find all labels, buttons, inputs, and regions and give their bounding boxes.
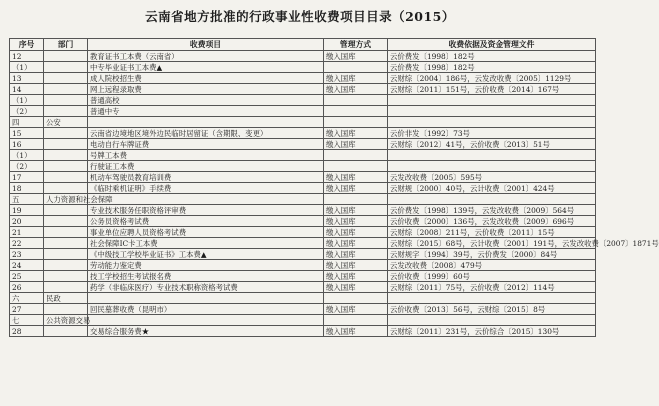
row-no: 六 — [10, 293, 44, 304]
row-dept — [44, 205, 88, 216]
row-way: 缴入国库 — [324, 282, 388, 293]
table-row — [10, 227, 596, 238]
row-basis — [388, 194, 596, 205]
row-dept — [44, 62, 88, 73]
row-no: （1） — [10, 150, 44, 161]
row-no: 16 — [10, 139, 44, 150]
row-way: 缴入国库 — [324, 304, 388, 315]
row-way — [324, 95, 388, 106]
row-dept — [44, 326, 88, 337]
row-dept — [44, 271, 88, 282]
section-row — [10, 315, 596, 326]
row-dept — [44, 260, 88, 271]
table-row — [10, 161, 596, 172]
table-row — [10, 183, 596, 194]
row-dept — [44, 139, 88, 150]
table-row — [10, 216, 596, 227]
row-dept — [44, 249, 88, 260]
row-basis: 云价收费〔2013〕56号，云财综〔2015〕8号 — [388, 304, 596, 315]
row-basis: 云价费发〔1998〕139号，云发改收费〔2009〕564号 — [388, 205, 596, 216]
row-basis: 云财规〔2000〕40号，云计收费〔2001〕424号 — [388, 183, 596, 194]
row-basis — [388, 150, 596, 161]
table-row — [10, 238, 596, 249]
row-dept — [44, 183, 88, 194]
table-row — [10, 271, 596, 282]
table-row — [10, 260, 596, 271]
row-basis: 云财规字〔1994〕39号，云价费发〔2000〕84号 — [388, 249, 596, 260]
row-dept — [44, 238, 88, 249]
table-row — [10, 84, 596, 95]
row-no: 四 — [10, 117, 44, 128]
row-no: 25 — [10, 271, 44, 282]
row-no: 14 — [10, 84, 44, 95]
row-basis — [388, 315, 596, 326]
row-way: 缴入国库 — [324, 271, 388, 282]
row-dept — [44, 73, 88, 84]
row-basis: 云价收费〔1999〕60号 — [388, 271, 596, 282]
row-basis: 云财综〔2004〕186号，云发改收费〔2005〕1129号 — [388, 73, 596, 84]
row-way — [324, 293, 388, 304]
header-way: 管理方式 — [324, 39, 388, 51]
row-way: 缴入国库 — [324, 84, 388, 95]
row-no: （1） — [10, 62, 44, 73]
row-basis: 云财综〔2011〕231号，云价综合〔2015〕130号 — [388, 326, 596, 337]
row-dept — [44, 84, 88, 95]
table-row — [10, 205, 596, 216]
header-basis: 收费依据及资金管理文件 — [388, 39, 596, 51]
fee-table — [9, 38, 659, 337]
row-dept — [44, 161, 88, 172]
row-item: 网上远程录取费 — [88, 84, 324, 95]
row-item: 技工学校招生考试报名费 — [88, 271, 324, 282]
row-way: 缴入国库 — [324, 139, 388, 150]
table-row — [10, 62, 596, 73]
row-way — [324, 315, 388, 326]
row-item: 专业技术服务任职资格评审费 — [88, 205, 324, 216]
section-row — [10, 117, 596, 128]
row-no: 21 — [10, 227, 44, 238]
row-item: 回民墓葬收费（昆明市） — [88, 304, 324, 315]
row-item: 药学（非临床医疗）专业技术职称资格考试费 — [88, 282, 324, 293]
row-item: 机动车驾驶员教育培训费 — [88, 172, 324, 183]
table-row — [10, 139, 596, 150]
row-dept — [44, 304, 88, 315]
row-basis: 云价费发〔1998〕182号 — [388, 62, 596, 73]
row-no: 27 — [10, 304, 44, 315]
row-way — [324, 117, 388, 128]
row-item: 普通中专 — [88, 106, 324, 117]
row-basis: 云价收费〔2000〕136号，云发改收费〔2009〕696号 — [388, 216, 596, 227]
row-dept — [44, 282, 88, 293]
section-row — [10, 194, 596, 205]
table-header-row — [10, 39, 596, 51]
row-dept — [44, 51, 88, 62]
table-row — [10, 51, 596, 62]
row-way: 缴入国库 — [324, 227, 388, 238]
header-no: 序号 — [10, 39, 44, 51]
row-way: 缴入国库 — [324, 51, 388, 62]
row-basis: 云财综〔2012〕41号，云价收费〔2013〕51号 — [388, 139, 596, 150]
row-basis: 云发改收费〔2008〕479号 — [388, 260, 596, 271]
row-way: 缴入国库 — [324, 216, 388, 227]
row-basis: 云财综〔2008〕211号，云价收费〔2011〕15号 — [388, 227, 596, 238]
row-no: 24 — [10, 260, 44, 271]
table-row — [10, 95, 596, 106]
table-row — [10, 304, 596, 315]
row-way: 缴入国库 — [324, 238, 388, 249]
row-no: 26 — [10, 282, 44, 293]
row-way: 缴入国库 — [324, 128, 388, 139]
row-item: 《中级技工学校毕业证书》工本费▲ — [88, 249, 324, 260]
row-item: 教育证书工本费（云南省） — [88, 51, 324, 62]
row-dept: 公安 — [44, 117, 88, 128]
table-row — [10, 73, 596, 84]
page-title: 云南省地方批准的行政事业性收费项目目录（2015） — [145, 9, 455, 24]
row-dept — [44, 172, 88, 183]
table-row — [10, 172, 596, 183]
row-no: 13 — [10, 73, 44, 84]
row-no: 28 — [10, 326, 44, 337]
row-basis: 云财综〔2015〕68号，云计收费〔2001〕191号，云发改收费〔2007〕1871号 — [388, 238, 596, 249]
header-item: 收费项目 — [88, 39, 324, 51]
row-basis — [388, 161, 596, 172]
row-item: 普通高校 — [88, 95, 324, 106]
row-item — [88, 194, 324, 205]
row-basis — [388, 293, 596, 304]
table-row — [10, 106, 596, 117]
row-item: 行驶证工本费 — [88, 161, 324, 172]
row-dept — [44, 150, 88, 161]
row-way: 缴入国库 — [324, 172, 388, 183]
row-item: 劳动能力鉴定费 — [88, 260, 324, 271]
row-way: 缴入国库 — [324, 249, 388, 260]
row-item: 《临时乘机证明》手续费 — [88, 183, 324, 194]
row-dept — [44, 95, 88, 106]
row-basis: 云发改收费〔2005〕595号 — [388, 172, 596, 183]
row-way — [324, 194, 388, 205]
table-row — [10, 326, 596, 337]
row-item: 交易综合服务费★ — [88, 326, 324, 337]
row-basis — [388, 95, 596, 106]
row-no: 19 — [10, 205, 44, 216]
row-basis: 云财综〔2011〕151号，云价收费〔2014〕167号 — [388, 84, 596, 95]
table-row — [10, 282, 596, 293]
row-basis — [388, 106, 596, 117]
row-way: 缴入国库 — [324, 73, 388, 84]
row-no: （2） — [10, 161, 44, 172]
row-basis: 云价费发〔1998〕182号 — [388, 51, 596, 62]
row-no: （1） — [10, 95, 44, 106]
row-way: 缴入国库 — [324, 205, 388, 216]
row-basis: 云财综〔2011〕75号，云价收费〔2012〕114号 — [388, 282, 596, 293]
row-no: 20 — [10, 216, 44, 227]
row-way: 缴入国库 — [324, 260, 388, 271]
row-dept — [44, 216, 88, 227]
header-dept: 部门 — [44, 39, 88, 51]
row-no: 七 — [10, 315, 44, 326]
row-item: 号牌工本费 — [88, 150, 324, 161]
row-no: （2） — [10, 106, 44, 117]
row-no: 23 — [10, 249, 44, 260]
row-item: 公务员资格考试费 — [88, 216, 324, 227]
row-no: 12 — [10, 51, 44, 62]
row-dept: 公共资源交易 — [44, 315, 88, 326]
row-way — [324, 62, 388, 73]
row-dept: 人力资源和社会保障 — [44, 194, 88, 205]
row-item: 中专毕业证书工本费▲ — [88, 62, 324, 73]
row-item — [88, 293, 324, 304]
row-dept — [44, 227, 88, 238]
row-no: 五 — [10, 194, 44, 205]
row-way — [324, 161, 388, 172]
table-row — [10, 249, 596, 260]
row-way: 缴入国库 — [324, 183, 388, 194]
table-row — [10, 150, 596, 161]
row-basis: 云价非发〔1992〕73号 — [388, 128, 596, 139]
row-way: 缴入国库 — [324, 326, 388, 337]
row-item: 成人院校招生费 — [88, 73, 324, 84]
row-item: 云南省边境地区境外边民临时居留证（含期限、变更） — [88, 128, 324, 139]
table-row — [10, 128, 596, 139]
row-item: 事业单位应聘人员资格考试费 — [88, 227, 324, 238]
row-dept — [44, 106, 88, 117]
section-row — [10, 293, 596, 304]
row-no: 17 — [10, 172, 44, 183]
row-basis — [388, 117, 596, 128]
row-item: 社会保障IC卡工本费 — [88, 238, 324, 249]
row-item — [88, 117, 324, 128]
row-way — [324, 150, 388, 161]
row-item — [88, 315, 324, 326]
row-no: 18 — [10, 183, 44, 194]
row-way — [324, 106, 388, 117]
row-no: 22 — [10, 238, 44, 249]
row-dept: 民政 — [44, 293, 88, 304]
row-item: 电动自行车牌证费 — [88, 139, 324, 150]
row-no: 15 — [10, 128, 44, 139]
row-dept — [44, 128, 88, 139]
